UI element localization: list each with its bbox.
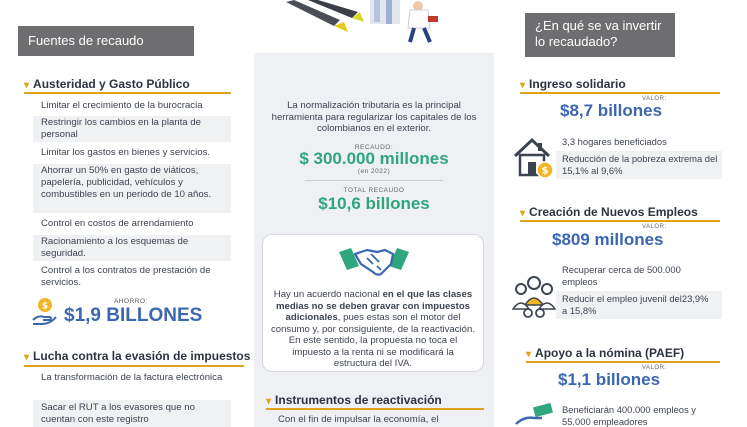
ingreso-title: ▾ Ingreso solidario: [520, 77, 626, 91]
total-recaudo-value: $10,6 billones: [318, 194, 430, 213]
ingreso-valor-label: VALOR:: [642, 96, 667, 102]
nomina-title: ▾ Apoyo a la nómina (PAEF): [526, 346, 685, 360]
money-hand-icon: [30, 296, 60, 328]
empleos-line-2: Reducir el empleo juvenil del23,9% a 15,8%: [562, 293, 709, 316]
acuerdo-text: Hay un acuerdo nacional en el que las clases medias no se deben gravar con impuestos adicionales, pues estas son el motor del consumo y, por consiguiente, de la reactivación. En este sentido, la propuesta no toca el impuesto a la renta ni se modificará la estructura del IVA.: [270, 289, 476, 369]
recaudo-label: RECAUDO:: [354, 144, 394, 151]
ahorro-value: $1,9 BILLONES: [64, 305, 203, 326]
austeridad-title: ▾ Austeridad y Gasto Público: [24, 77, 190, 91]
ingreso-underline: [520, 92, 720, 94]
instrumentos-text: Con el fin de impulsar la economía, el: [278, 414, 439, 425]
recaudo-value: $ 300.000 millones: [299, 149, 449, 168]
austeridad-item-7: Control a los contratos de prestación de servicios.: [41, 265, 211, 288]
austeridad-item-2: Restringir los cambios en la planta de personal: [33, 116, 231, 142]
caret-icon: ▾: [520, 208, 526, 219]
center-divider: [305, 180, 443, 181]
caret-icon: ▾: [266, 396, 272, 407]
austeridad-item-4: Ahorrar un 50% en gasto de viáticos, papelería, publicidad, vehículos y combustibles en un periodo de 10 años.: [33, 164, 231, 213]
nomina-valor: $1,1 billones: [558, 370, 661, 389]
nomina-underline: [526, 361, 720, 363]
ingreso-valor: $8,7 billones: [560, 101, 663, 120]
svg-text:$: $: [541, 165, 549, 177]
caret-icon: ▾: [526, 349, 532, 360]
austeridad-underline: [24, 92, 231, 94]
nomina-line-1: Beneficiarán 400.000 empleos y 55.000 empleadores: [562, 404, 696, 427]
ahorro-label: AHORRO:: [114, 298, 148, 305]
austeridad-item-1: Limitar el crecimiento de la burocracia: [41, 100, 203, 111]
empleos-line-1: Recuperar cerca de 500.000 empleos: [562, 264, 681, 287]
handshake-icon: [337, 240, 411, 282]
evasion-item-2: Sacar el RUT a los evasores que no cuentan con este registro: [33, 400, 231, 427]
evasion-title: ▾ Lucha contra la evasión de impuestos: [24, 349, 251, 363]
recaudo-note: (en 2022): [357, 168, 391, 175]
people-group-icon: [512, 275, 556, 321]
instrumentos-title: ▾ Instrumentos de reactivación: [266, 393, 442, 407]
hand-money-icon: [514, 402, 556, 427]
empleos-underline: [520, 220, 720, 222]
empleos-title: ▾ Creación de Nuevos Empleos: [520, 205, 698, 219]
svg-text:$: $: [41, 301, 49, 312]
left-section-header: Fuentes de recaudo: [18, 26, 194, 56]
austeridad-item-6: Racionamiento a los esquemas de seguridad.: [33, 235, 231, 261]
evasion-underline: [24, 365, 244, 367]
ingreso-line-1: 3,3 hogares beneficiados: [562, 136, 667, 147]
right-section-header: ¿En qué se va invertir lo recaudado?: [525, 13, 675, 57]
house-coin-icon: [512, 136, 554, 180]
empleos-valor: $809 millones: [552, 230, 664, 249]
nomina-valor-label: VALOR:: [642, 365, 667, 371]
caret-icon: ▾: [520, 80, 526, 91]
ingreso-line-2: Reducción de la pobreza extrema del 15,1% al 9,6%: [562, 153, 718, 176]
empleos-valor-label: VALOR:: [642, 224, 667, 230]
caret-icon: ▾: [24, 352, 30, 363]
evasion-item-1: La transformación de la factura electrónica: [41, 372, 223, 383]
austeridad-item-5: Control en costos de arrendamiento: [41, 218, 194, 229]
total-recaudo-label: TOTAL RECAUDO: [343, 187, 405, 194]
center-intro-text: La normalización tributaria es la principal herramienta para regularizar los capitales de los colombianos en el exterior.: [271, 100, 477, 134]
caret-icon: ▾: [24, 80, 30, 91]
office-illustration: [278, 0, 458, 44]
austeridad-item-3: Limitar los gastos en bienes y servicios.: [41, 147, 211, 158]
instrumentos-underline: [266, 408, 484, 410]
